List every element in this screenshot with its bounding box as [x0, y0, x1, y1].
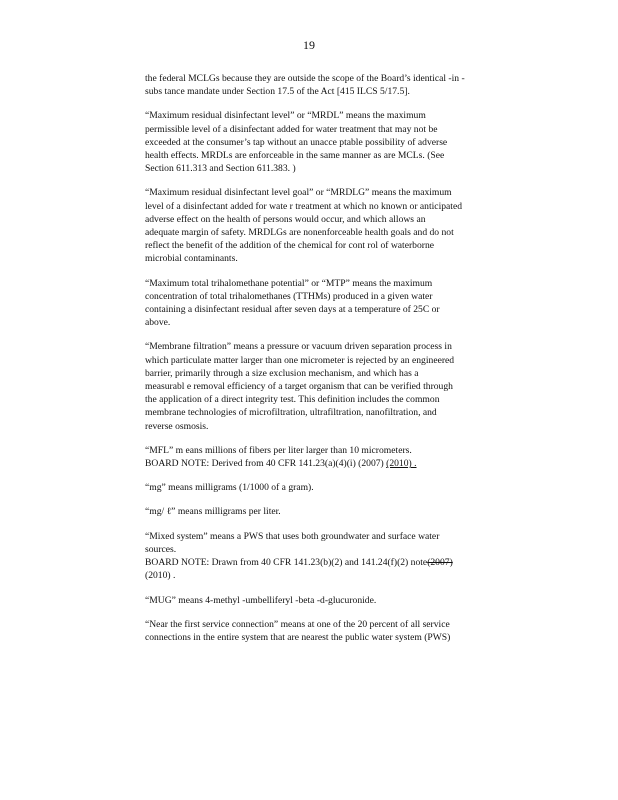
text-line: “mg” means milligrams (1/1000 of a gram). — [145, 482, 314, 494]
page-number: 19 — [303, 38, 315, 52]
paragraph — [145, 594, 539, 607]
paragraph — [145, 186, 539, 265]
paragraph — [145, 109, 539, 175]
paragraph — [145, 481, 539, 494]
struck-text: (2007) — [427, 557, 453, 569]
paragraph — [145, 444, 539, 470]
inserted-text: (2010) . — [386, 458, 417, 470]
text-line: sources. — [145, 543, 177, 555]
board-note — [145, 457, 539, 470]
paragraph — [145, 618, 539, 644]
text-line: above. — [145, 317, 171, 329]
paragraph — [145, 505, 539, 518]
text-line: “Mixed system” means a PWS that uses both groundwater and surface water — [145, 530, 440, 542]
text-line: adequate margin of safety. MRDLGs are nonenforceable health goals and do not — [145, 227, 454, 239]
text-line: measurabl e removal efficiency of a target organism that can be verified through — [145, 381, 453, 393]
document-body — [145, 72, 539, 655]
text-line: “mg/ ℓ” means milligrams per liter. — [145, 506, 281, 518]
text-line: “Membrane filtration” means a pressure or vacuum driven separation process in — [145, 341, 452, 353]
text-line: microbial contaminants. — [145, 253, 238, 265]
text-line: “Near the first service connection” means at one of the 20 percent of all service — [145, 618, 450, 630]
text-line: “MUG” means 4-methyl -umbelliferyl -beta -d-glucuronide. — [145, 594, 377, 606]
text-line: exceeded at the consumer’s tap without an unacce ptable possibility of adverse — [145, 136, 448, 148]
text-line: reflect the benefit of the addition of the chemical for cont rol of waterborne — [145, 240, 435, 252]
board-note-text: BOARD NOTE: Drawn from 40 CFR 141.23(b)(2) and 141.24(f)(2) note — [145, 557, 428, 569]
text-line: concentration of total trihalomethanes (TTHMs) produced in a given water — [145, 290, 433, 302]
text-line: reverse osmosis. — [145, 420, 209, 432]
paragraph — [145, 530, 539, 583]
text-line: “Maximum residual disinfectant level” or “MRDL” means the maximum — [145, 110, 426, 122]
text-line: adverse effect on the health of persons would occur, and which allows an — [145, 213, 426, 225]
text-line: containing a disinfectant residual after seven days at a temperature of 25C or — [145, 304, 440, 316]
text-line: permissible level of a disinfectant added for water treatment that may not be — [145, 123, 438, 135]
text-line: membrane technologies of microfiltration, ultrafiltration, nanofiltration, and — [145, 407, 437, 419]
text-line: “MFL” m eans millions of fibers per liter larger than 10 micrometers. — [145, 444, 412, 456]
text-line: connections in the entire system that are nearest the public water system (PWS) — [145, 631, 451, 643]
text-line: health effects. MRDLs are enforceable in the same manner as are MCLs. (See — [145, 150, 445, 162]
text-line: subs tance mandate under Section 17.5 of the Act [415 ILCS 5/17.5]. — [145, 86, 410, 98]
text-line: “Maximum total trihalomethane potential” or “MTP” means the maximum — [145, 277, 433, 289]
board-note-text: BOARD NOTE: Derived from 40 CFR 141.23(a)(4)(i) (2007) — [145, 458, 387, 470]
text-line: level of a disinfectant added for wate r treatment at which no known or anticipated — [145, 200, 463, 212]
text-line: “Maximum residual disinfectant level goal” or “MRDLG” means the maximum — [145, 187, 452, 199]
paragraph — [145, 72, 539, 98]
text-line: barrier, primarily through a size exclusion mechanism, and which has a — [145, 367, 419, 379]
paragraph — [145, 277, 539, 330]
text-line: the application of a direct integrity test. This definition includes the common — [145, 394, 440, 406]
text-line: which particulate matter larger than one micrometer is rejected by an engineered — [145, 354, 455, 366]
board-note — [145, 556, 539, 569]
text-line: Section 611.313 and Section 611.383. ) — [145, 163, 296, 175]
paragraph — [145, 340, 539, 432]
text-line: the federal MCLGs because they are outside the scope of the Board’s identical -in - — [145, 73, 465, 84]
board-note-continuation: (2010) . — [145, 570, 176, 582]
